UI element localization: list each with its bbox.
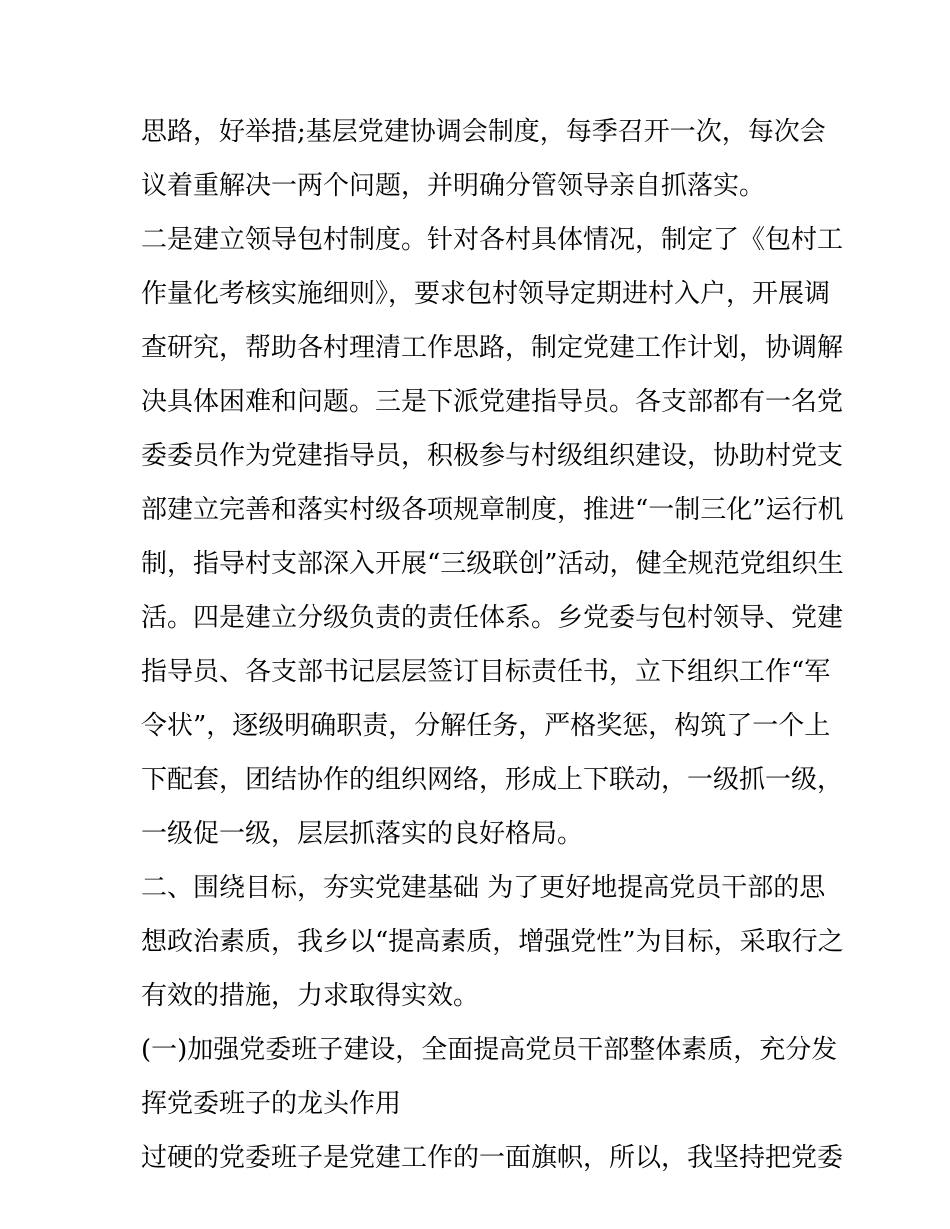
document-body [141, 105, 844, 1185]
text-line: 想政治素质，我乡以“提高素质，增强党性”为目标，采取行之 [141, 927, 844, 957]
text-line: 二是建立领导包村制度。针对各村具体情况，制定了《包村工 [141, 225, 844, 255]
text-line: 思路，好举措;基层党建协调会制度，每季召开一次，每次会 [141, 117, 826, 147]
text-line: 有效的措施，力求取得实效。 [141, 981, 480, 1011]
text-line: 决具体困难和问题。三是下派党建指导员。各支部都有一名党 [141, 387, 844, 417]
text-line: 挥党委班子的龙头作用 [141, 1089, 402, 1119]
text-line: 作量化考核实施细则》，要求包村领导定期进村入户，开展调 [141, 279, 831, 309]
text-line: 查研究，帮助各村理清工作思路，制定党建工作计划，协调解 [141, 333, 844, 363]
text-line: 过硬的党委班子是党建工作的一面旗帜，所以，我坚持把党委 [141, 1143, 844, 1173]
text-line: 议着重解决一两个问题，并明确分管领导亲自抓落实。 [141, 171, 766, 201]
text-line: 下配套，团结协作的组织网络，形成上下联动，一级抓一级， [141, 765, 844, 795]
text-line: 一级促一级，层层抓落实的良好格局。 [141, 819, 584, 849]
text-line: 指导员、各支部书记层层签订目标责任书，立下组织工作“军 [141, 657, 831, 687]
text-line: 令状”，逐级明确职责，分解任务，严格奖惩，构筑了一个上 [141, 711, 831, 741]
text-line: 二、围绕目标，夯实党建基础 为了更好地提高党员干部的思 [141, 873, 826, 903]
text-line: 部建立完善和落实村级各项规章制度，推进“一制三化”运行机 [141, 495, 844, 525]
text-line: (一)加强党委班子建设，全面提高党员干部整体素质，充分发 [141, 1035, 838, 1065]
text-line: 委委员作为党建指导员，积极参与村级组织建设，协助村党支 [141, 441, 844, 471]
text-line: 制，指导村支部深入开展“三级联创”活动，健全规范党组织生 [141, 549, 844, 579]
text-line: 活。四是建立分级负责的责任体系。乡党委与包村领导、党建 [141, 603, 844, 633]
